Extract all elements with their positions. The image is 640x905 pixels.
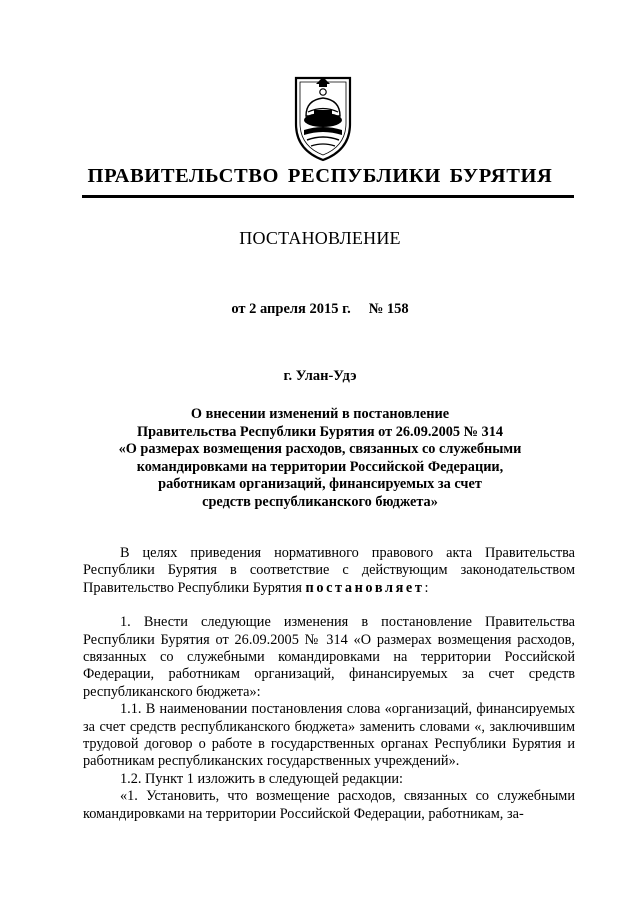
document-number: № 158	[368, 301, 409, 317]
document-date-line	[0, 301, 640, 318]
subject-line: «О размерах возмещения расходов, связанных со служебными	[118, 441, 522, 458]
item-1-paragraph: 1. Внести следующие изменения в постановление Правительства Республики Бурятия от 26.09.2005 № 314 «О размерах возмещения расходов, связанных со служебными командировками на территории Российской Федерации, работникам организаций, финансируемых за счет средств республиканского бюджета»:	[83, 614, 575, 700]
preamble-paragraph	[83, 545, 575, 597]
header-rule	[82, 195, 574, 198]
document-body	[83, 545, 575, 823]
subject-line: О внесении изменений в постановление	[190, 406, 450, 422]
paragraph-gap	[83, 597, 575, 614]
item-1-2-quote-paragraph: «1. Установить, что возмещение расходов, связанных со служебными командировками на территории Российской Федерации, работникам, за-	[83, 788, 575, 822]
government-title: ПРАВИТЕЛЬСТВО РЕСПУБЛИКИ БУРЯТИЯ	[87, 165, 553, 187]
subject-line: Правительства Республики Бурятия от 26.09.2005 № 314	[136, 423, 503, 440]
document-subject	[90, 406, 550, 512]
item-1-1-paragraph: 1.1. В наименовании постановления слова «организаций, финансируемых за счет средств республиканского бюджета» заменить словами «, заключившим трудовой договор о работе в государственных органах Республики Бурятия и работникам республиканских государственных учреждений».	[83, 701, 575, 770]
document-type: ПОСТАНОВЛЕНИЕ	[239, 228, 401, 248]
item-1-2-paragraph: 1.2. Пункт 1 изложить в следующей редакции:	[120, 770, 403, 787]
preamble-text: В целях приведения нормативного правового акта Правительства Республики Бурятия в соответствие с действующим законодательством Правительство Республики Бурятия	[83, 545, 575, 596]
subject-line: работникам организаций, финансируемых за счет	[158, 476, 482, 493]
decree-word: постановляет	[305, 579, 425, 596]
document-city: г. Улан-Удэ	[283, 368, 357, 384]
subject-line: командировками на территории Российской Федерации,	[136, 458, 504, 475]
preamble-end: :	[424, 579, 429, 596]
subject-line: средств республиканского бюджета»	[202, 493, 438, 510]
coat-of-arms-icon	[292, 72, 354, 162]
document-date: от 2 апреля 2015 г.	[231, 301, 351, 317]
